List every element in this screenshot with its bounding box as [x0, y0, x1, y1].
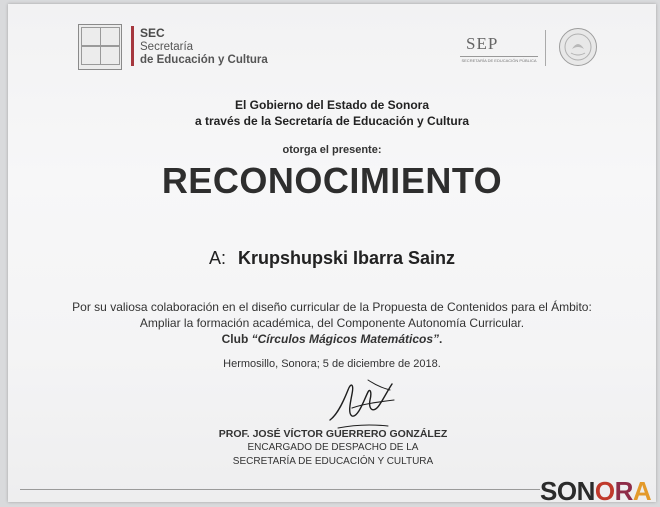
description-line-1: Por su valiosa colaboración en el diseño curricular de la Propuesta de Contenidos para el Ámbito:: [72, 300, 592, 314]
sonora-logo-letter: A: [632, 476, 652, 506]
signatory-position-line-1: ENCARGADO DE DESPACHO DE LA: [247, 442, 419, 453]
club-name: “Círculos Mágicos Matemáticos”: [251, 332, 440, 346]
sonora-logo-letter: N: [576, 476, 595, 506]
recipient-line: [8, 248, 656, 269]
issuer-line-2: a través de la Secretaría de Educación y Cultura: [194, 114, 470, 128]
sonora-logo-letter: R: [614, 476, 633, 506]
handwritten-signature: [308, 370, 418, 434]
sep-logo-subtitle: SECRETARÍA DE EDUCACIÓN PÚBLICA: [461, 58, 537, 63]
sec-name-line2: de Educación y Cultura: [140, 54, 268, 66]
recipient-prefix: A:: [208, 248, 226, 268]
certificate-title: RECONOCIMIENTO: [161, 160, 503, 201]
footer-rule: [20, 489, 540, 490]
grants-text: otorga el presente:: [282, 144, 382, 156]
club-period: .: [439, 332, 443, 346]
sonora-logo-letter: S: [540, 476, 557, 506]
sec-name-line1: Secretaría: [140, 41, 194, 53]
sec-abbreviation: SEC: [140, 26, 165, 40]
recipient-name: Krupshupski Ibarra Sainz: [237, 248, 456, 268]
certificate-sheet: [8, 4, 656, 506]
signatory-position-line-2: SECRETARÍA DE EDUCACIÓN Y CULTURA: [232, 456, 434, 467]
place-and-date: Hermosillo, Sonora; 5 de diciembre de 2018.: [223, 358, 441, 370]
header-divider: [545, 30, 546, 66]
sec-accent-bar: [131, 26, 134, 66]
sonora-logo-letter: O: [556, 476, 577, 506]
mexico-eagle-seal-icon: [559, 28, 597, 66]
issuer-line-1: El Gobierno del Estado de Sonora: [234, 98, 430, 112]
sonora-logo: [540, 476, 651, 507]
club-label: Club: [221, 332, 249, 346]
sep-logo-rule: [460, 56, 538, 57]
sep-logo-text: SEP: [466, 34, 499, 53]
sonora-logo-letter: O: [594, 476, 615, 506]
club-line: [8, 332, 656, 346]
signatory-name: PROF. JOSÉ VÍCTOR GUERRERO GONZÁLEZ: [218, 428, 448, 440]
sonora-coat-of-arms-icon: [78, 24, 122, 70]
description-line-2: Ampliar la formación académica, del Componente Autonomía Curricular.: [139, 316, 525, 330]
